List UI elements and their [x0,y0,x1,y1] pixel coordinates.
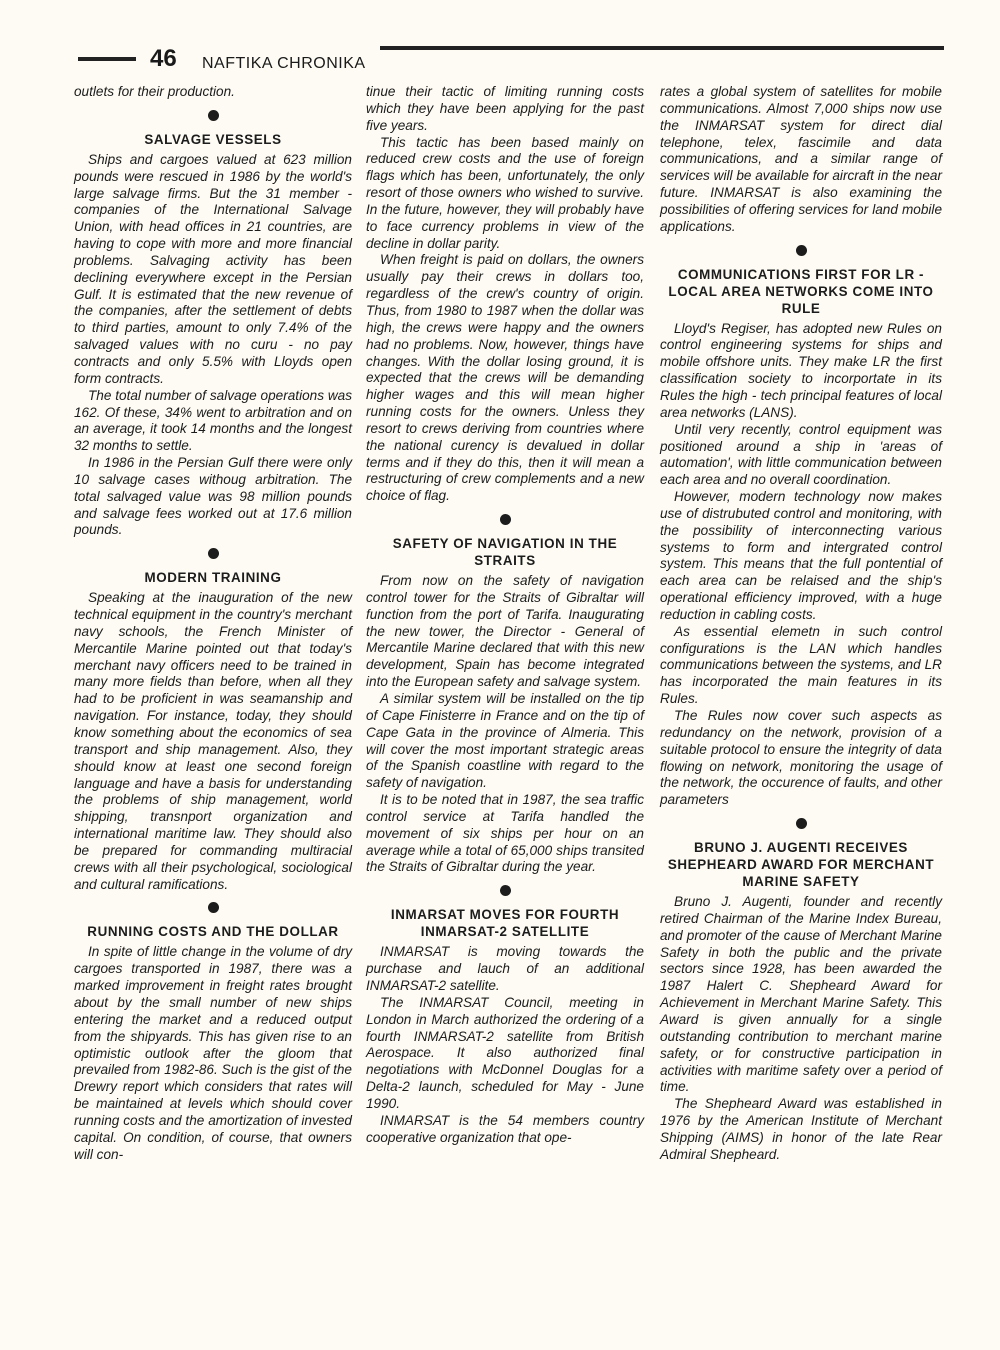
section-heading-shepheard-award: BRUNO J. AUGENTI RECEIVES SHEPHEARD AWARD FOR MERCHANT MARINE SAFETY [667,840,935,890]
publication-title: NAFTIKA CHRONIKA [202,55,366,72]
header-rule-left [78,57,136,61]
paragraph: However, modern technology now makes use of distrubuted control and monitoring, with the possibility of interconnecting various systems to form and intergrated control system. This means that the full pontential of each area can be relaised and the ship's operational efficiency improved, with a huge reduction in cabling costs. [660,489,942,622]
column-3 [660,84,942,1164]
paragraph: In spite of little change in the volume of dry cargoes transported in 1987, there was a marked improvement in freight rates brought about by the small number of new ships entering the market and a reduced output from the shipyards. This has given rise to an optimistic outlook after the gloom that prevailed from 1982-86. Such is the gist of the Drewry report which considers that rates will be maintained at levels which should cover running costs and the amortization of invested capital. On condition, of course, that owners will con- [74,944,352,1162]
paragraph: tinue their tactic of limiting running costs which they have been applying for the past five years. [366,84,644,133]
page-header [78,44,944,80]
page-number: 46 [150,45,177,72]
section-heading-communications-lr: COMMUNICATIONS FIRST FOR LR - LOCAL AREA NETWORKS COME INTO RULE [668,266,934,316]
paragraph: Bruno J. Augenti, founder and recently retired Chairman of the Marine Index Bureau, and promoter of the cause of Merchant Marine Safety in both the public and the private sectors since 1928, has been awarded the 1987 Halert C. Shepheard Award for Achievement in Merchant Marine Safety. This Award is given annually for a single outstanding contribution to merchant marine safety, or for constructive participation in activities with maritime safety over a period of time. [660,894,942,1095]
paragraph: INMARSAT is moving towards the purchase and lauch of an additional INMARSAT-2 satellite. [366,944,644,993]
bullet-separator-icon [500,514,511,525]
paragraph: The total number of salvage operations was 162. Of these, 34% went to arbitration and on an average, it took 14 months and the longest 32 months to settle. [74,387,352,454]
paragraph: Ships and cargoes valued at 623 million pounds were rescued in 1986 by the world's large salvage firms. But the 31 member - companies of the International Salvage Union, with head offices in 21 countries, are having to cope with more and more financial problems. Salvaging activity has been declining everywhere except in the Persian Gulf. It is estimated that the new revenue of the companies, after the settlement of debts to third parties, amount to only 7.4% of the salvaged values with no curu - no pay contracts and only 5.5% with Lloyds open form contracts. [74,151,352,386]
bullet-separator-icon [208,548,219,559]
paragraph: This tactic has been based mainly on reduced crew costs and the use of foreign flags which has been, unfortunately, the only resort of those owners who wished to survive. In the future, however, they will probably have to face currency problems in view of the decline in dollar parity. [366,134,644,251]
paragraph: As essential elemetn in such control configurations is the LAN which handles communications between the systems, and LR has incorporated the main features in its Rules. [660,623,942,707]
paragraph: Until very recently, control equipment was positioned around a ship in 'areas of automation', with little communication between each area and no overall coordination. [660,421,942,488]
paragraph: The Shepheard Award was established in 1976 by the American Institute of Merchant Shipping (AIMS) in honor of the late Rear Admiral Shepheard. [660,1096,942,1162]
bullet-separator-icon [208,902,219,913]
bullet-separator-icon [796,818,807,829]
section-heading-inmarsat: INMARSAT MOVES FOR FOURTH INMARSAT-2 SATELLITE [390,907,620,940]
section-heading-salvage-vessels: SALVAGE VESSELS [144,131,282,147]
section-heading-running-costs: RUNNING COSTS AND THE DOLLAR [87,924,339,940]
paragraph: INMARSAT is the 54 members country cooperative organization that ope- [366,1112,644,1145]
bullet-separator-icon [796,245,807,256]
paragraph: It is to be noted that in 1987, the sea traffic control service at Tarifa handled the movement of six ships per hour on an average while a total of 65,000 ships transited the Straits of Gibraltar during the year. [366,792,644,875]
bullet-separator-icon [208,110,219,121]
paragraph: In 1986 in the Persian Gulf there were only 10 salvage cases withoug arbitration. The total salvaged value was 98 million pounds and salvage fees worked out at 17.6 million pounds. [74,455,352,538]
paragraph: From now on the safety of navigation control tower for the Straits of Gibraltar will function from the port of Tarifa. Inaugurating the new tower, the Director - General of Mercantile Marine declared that with this new development, Spain has become integrated into the European safety and salvage system. [366,573,644,690]
paragraph: Speaking at the inauguration of the new technical equipment in the country's merchant navy schools, the French Minister of Mercantile Marine pointed out that today's merchant navy officers need to be trained in many more fields than before, when all they had to be proficient in was seamanship and navigation. For instance, today, they should know something about the economics of sea transport and ship management. Also, they should know at least one second foreign language and have a basis for understanding the problems of ship management, world shipping, transnport organization and international maritime law. They should also be prepared for commanding multiracial crews with all their psychological, sociological and cultural ramifications. [74,590,352,892]
bullet-separator-icon [500,885,511,896]
paragraph: rates a global system of satellites for mobile communications. Almost 7,000 ships now use the INMARSAT system for direct dial telephone, telex, fascimile and data communications, and a similar range of services will be available for aircraft in the near future. INMARSAT is also examining the possibilities of offering services for land mobile applications. [660,84,942,234]
header-rule-right [380,46,944,50]
paragraph: Lloyd's Regiser, has adopted new Rules on control engineering systems for ships and mobile offshore units. They make LR the first classification society to incorportate in its Rules the high - tech principal features of local area networks (LANS). [660,320,942,420]
paragraph: A similar system will be installed on the tip of Cape Finisterre in France and on the tip of Cape Gata in the province of Almeria. This will cover the most important strategic areas of the Spanish coastline with regard to the safety of navigation. [366,691,644,791]
section-heading-safety-of-navigation: SAFETY OF NAVIGATION IN THE STRAITS [392,536,618,569]
paragraph: When freight is paid on dollars, the owners usually pay their crews in dollars too, regardless of the crew's country of origin. Thus, from 1980 to 1987 when the dollar was high, the crews were happy and the owners had no problems. Now, however, things have changes. With the dollar losing ground, it is expected that the crews will be demanding higher wages and this will mean higher running costs for the owners. Unless they resort to crews deriving from countries where the national curency is devalued in dollar terms and if they do this, then it will mean a restructuring of crew complements and a new choice of flag. [366,252,644,504]
section-heading-modern-training: MODERN TRAINING [144,570,282,586]
column-1 [74,84,352,1163]
paragraph: The Rules now cover such aspects as redundancy on the network, provision of a suitable protocol to ensure the integrity of data flowing on network, monitoring the usage of the network, the occurence of faults, and other parameters [660,708,942,808]
paragraph: The INMARSAT Council, meeting in London in March authorized the ordering of a fourth INMARSAT-2 satellite from British Aerospace. It also authorized final negotiations with McDonnel Douglas for a Delta-2 launch, scheduled for May - June 1990. [366,994,644,1111]
column-2 [366,84,644,1146]
paragraph: outlets for their production. [74,84,235,99]
